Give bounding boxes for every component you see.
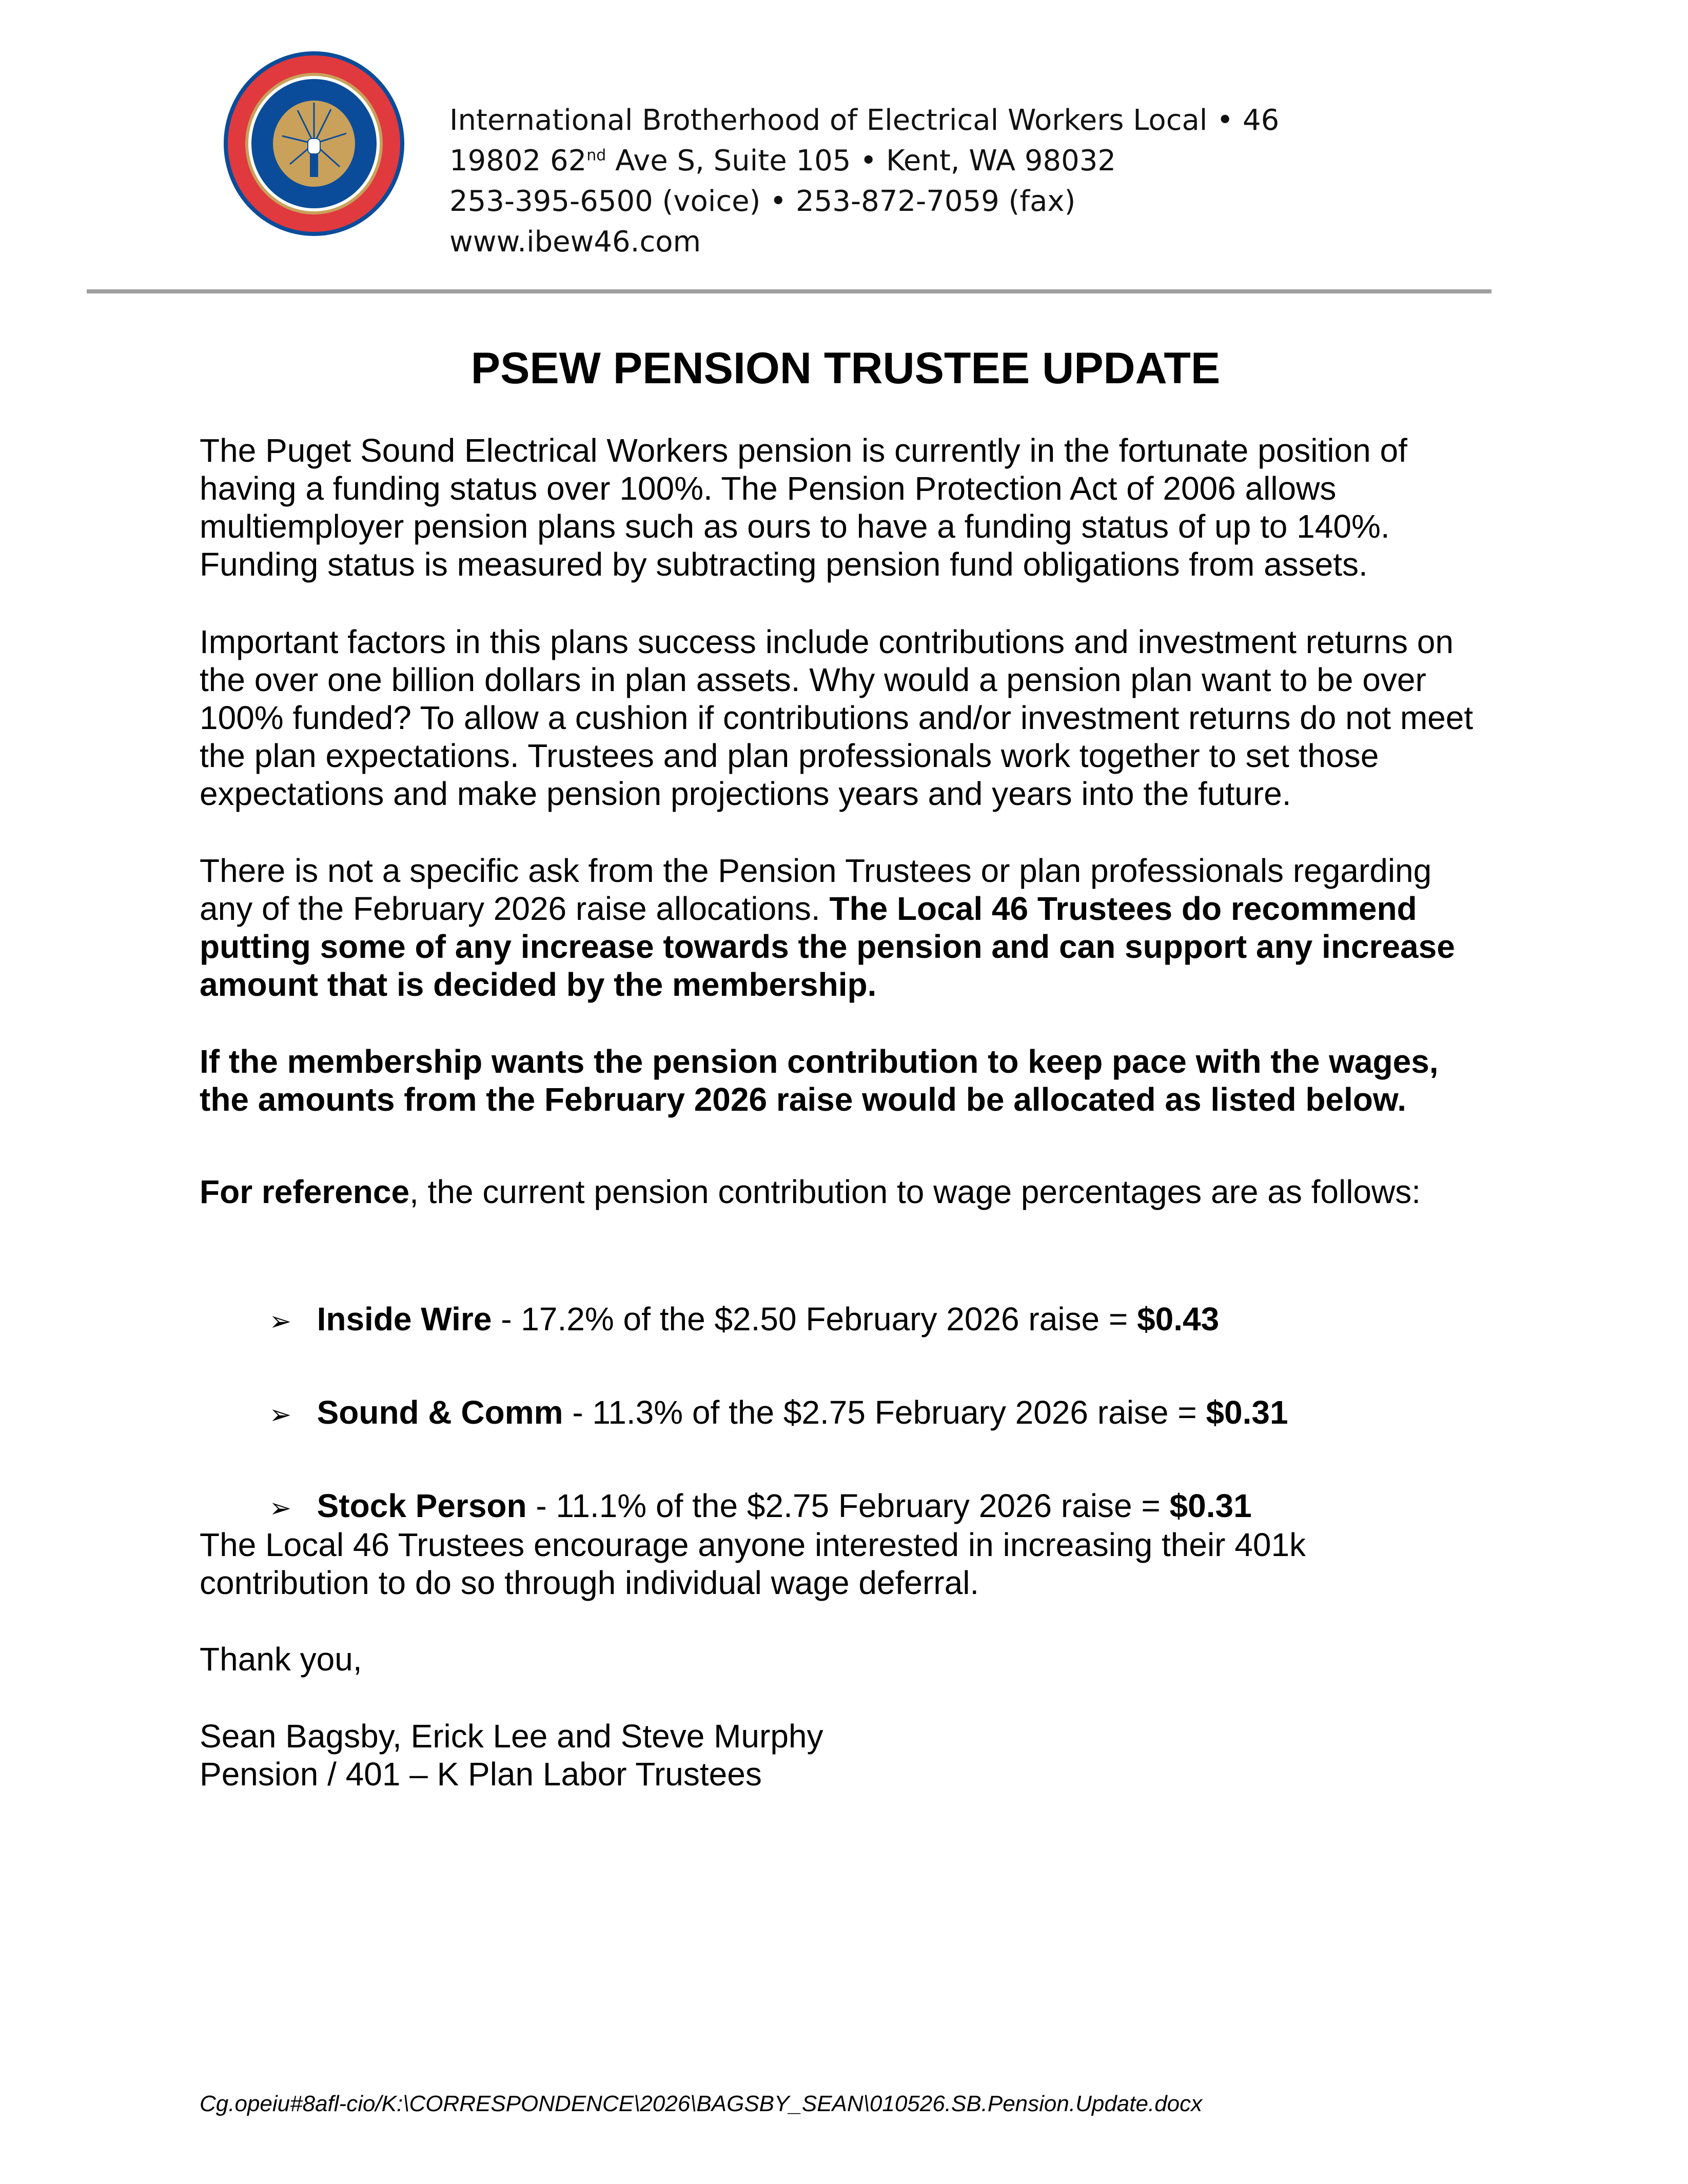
- arrow-bullet-icon: ➢: [269, 1307, 292, 1336]
- text-line: [200, 890, 1455, 928]
- arrow-bullet-icon: ➢: [269, 1400, 292, 1430]
- text-line: multiemployer pension plans such as ours to have a funding status of up to 140%.: [200, 508, 1390, 545]
- text-line: the over one billion dollars in plan assets. Why would a pension plan want to be over: [200, 661, 1426, 698]
- bullet-text: - 17.2% of the $2.50 February 2026 raise =: [492, 1301, 1137, 1337]
- signatory-title: Pension / 401 – K Plan Labor Trustees: [200, 1756, 762, 1793]
- ibew-logo: [221, 49, 408, 239]
- text-line: Funding status is measured by subtracting pension fund obligations from assets.: [200, 546, 1368, 583]
- address-rest: Ave S, Suite 105 • Kent, WA 98032: [606, 144, 1116, 178]
- text-line: the plan expectations. Trustees and plan professionals work together to set those: [200, 737, 1379, 774]
- text-line: contribution to do so through individual wage deferral.: [200, 1564, 979, 1601]
- header-divider: [87, 289, 1491, 293]
- paragraph-401k: [200, 1526, 1306, 1602]
- text-line: Important factors in this plans success include contributions and investment returns on: [200, 623, 1454, 660]
- text-line: [200, 1173, 1421, 1211]
- bullet-amount: $0.31: [1206, 1394, 1288, 1431]
- paragraph-reference: [200, 1173, 1421, 1211]
- text-line-bold: the amounts from the February 2026 raise would be allocated as listed below.: [200, 1081, 1407, 1118]
- paragraph-keep-pace: [200, 1042, 1439, 1118]
- org-name: International Brotherhood of Electrical Workers Local • 46: [449, 104, 1280, 137]
- text-line-bold: If the membership wants the pension contribution to keep pace with the wages,: [200, 1043, 1439, 1080]
- website-link[interactable]: www.ibew46.com: [449, 225, 701, 259]
- text-line-bold: putting some of any increase towards the pension and can support any increase: [200, 928, 1455, 965]
- bullet-amount: $0.43: [1137, 1301, 1220, 1337]
- paragraph-funding-status: [200, 431, 1407, 583]
- document-path-footer: Cg.opeiu#8afl-cio/K:\CORRESPONDENCE\2026\BAGSBY_SEAN\010526.SB.Pension.Update.docx: [200, 2091, 1203, 2116]
- letterhead-contact: [449, 100, 1279, 262]
- text-line: 100% funded? To allow a cushion if contributions and/or investment returns do not meet: [200, 699, 1474, 736]
- text-line: There is not a specific ask from the Pension Trustees or plan professionals regarding: [200, 852, 1432, 889]
- phone-fax: 253-395-6500 (voice) • 253-872-7059 (fax): [449, 185, 1076, 218]
- bullet-label: Inside Wire: [317, 1301, 492, 1337]
- page-title: PSEW PENSION TRUSTEE UPDATE: [470, 344, 1221, 393]
- text-normal: any of the February 2026 raise allocations.: [200, 890, 830, 927]
- text-line: The Local 46 Trustees encourage anyone interested in increasing their 401k: [200, 1526, 1306, 1563]
- text-line: having a funding status over 100%. The Pension Protection Act of 2006 allows: [200, 470, 1337, 507]
- bullet-stock-person: [251, 1449, 1252, 1527]
- address: [449, 141, 1279, 181]
- signature-block: [200, 1717, 823, 1793]
- arrow-bullet-icon: ➢: [269, 1493, 292, 1523]
- bullet-text: - 11.3% of the $2.75 February 2026 raise =: [563, 1394, 1206, 1431]
- signatories: Sean Bagsby, Erick Lee and Steve Murphy: [200, 1718, 823, 1755]
- text-line: expectations and make pension projections years and years into the future.: [200, 775, 1291, 812]
- text-normal: , the current pension contribution to wage percentages are as follows:: [409, 1173, 1421, 1210]
- thanks-line: [200, 1640, 362, 1678]
- bullet-inside-wire: [251, 1262, 1219, 1341]
- text-bold: The Local 46 Trustees do recommend: [829, 890, 1417, 927]
- paragraph-recommendation: [200, 852, 1455, 1004]
- text-line: Thank you,: [200, 1641, 362, 1678]
- address-street-number: 19802 62: [449, 144, 587, 178]
- bullet-sound-comm: [251, 1355, 1288, 1434]
- address-superscript: nd: [586, 146, 606, 165]
- bullet-text: - 11.1% of the $2.75 February 2026 raise =: [526, 1487, 1170, 1524]
- text-line: The Puget Sound Electrical Workers pension is currently in the fortunate position of: [200, 432, 1407, 469]
- text-bold: For reference: [200, 1173, 410, 1210]
- bullet-amount: $0.31: [1169, 1487, 1252, 1524]
- bullet-label: Sound & Comm: [317, 1394, 563, 1431]
- text-line-bold: amount that is decided by the membership.: [200, 966, 877, 1003]
- bullet-label: Stock Person: [317, 1487, 527, 1524]
- paragraph-factors: [200, 623, 1473, 813]
